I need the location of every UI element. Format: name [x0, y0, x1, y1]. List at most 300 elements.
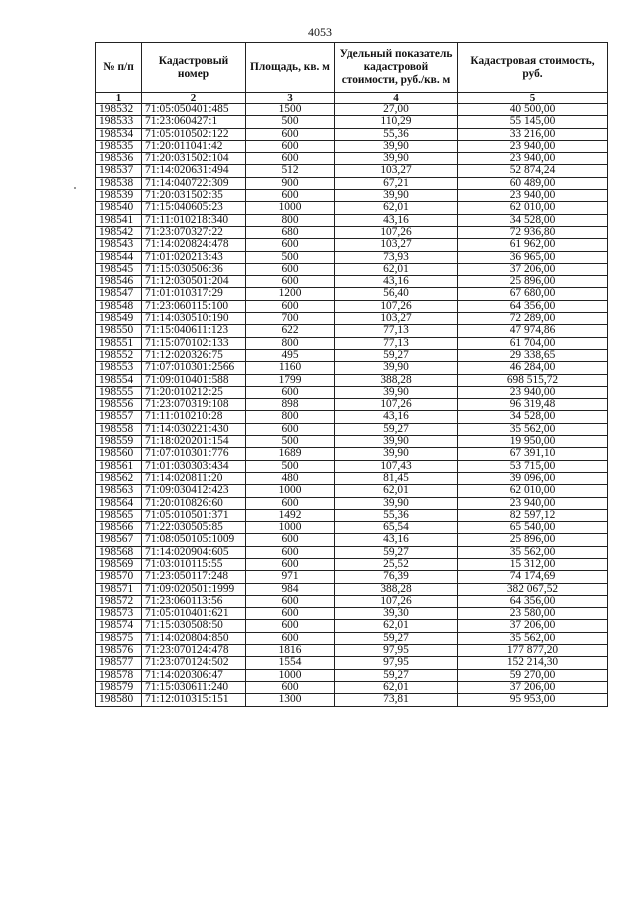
- table-row: [96, 362, 608, 374]
- table-row: [96, 337, 608, 349]
- column-number-row: [96, 93, 608, 104]
- table-row: [96, 522, 608, 534]
- area-cell: 680: [246, 226, 335, 238]
- unit-value-cell: 27,00: [335, 104, 458, 116]
- area-cell: 600: [246, 386, 335, 398]
- unit-value-cell: 43,16: [335, 276, 458, 288]
- area-cell: 600: [246, 546, 335, 558]
- table-row: [96, 386, 608, 398]
- table-row: [96, 190, 608, 202]
- unit-value-cell: 39,90: [335, 140, 458, 152]
- unit-value-cell: 39,90: [335, 497, 458, 509]
- cadastral-number-cell: 71:23:070319:108: [142, 399, 246, 411]
- cadastral-table: [95, 42, 608, 707]
- cadastral-cost-cell: 35 562,00: [458, 632, 608, 644]
- unit-value-cell: 107,26: [335, 595, 458, 607]
- table-row: [96, 448, 608, 460]
- unit-value-cell: 39,90: [335, 386, 458, 398]
- cadastral-number-cell: 71:12:010315:151: [142, 694, 246, 706]
- cadastral-cost-cell: 33 216,00: [458, 128, 608, 140]
- cadastral-number-cell: 71:05:010501:371: [142, 509, 246, 521]
- table-row: [96, 571, 608, 583]
- area-cell: 1799: [246, 374, 335, 386]
- unit-value-cell: 107,26: [335, 226, 458, 238]
- row-number-cell: 198571: [96, 583, 142, 595]
- cadastral-cost-cell: 67 680,00: [458, 288, 608, 300]
- cadastral-cost-cell: 74 174,69: [458, 571, 608, 583]
- cadastral-number-cell: 71:14:020824:478: [142, 239, 246, 251]
- header-row-number: № п/п: [96, 43, 142, 93]
- table-row: [96, 411, 608, 423]
- page-number: 4053: [308, 25, 332, 39]
- area-cell: 600: [246, 595, 335, 607]
- table-row: [96, 313, 608, 325]
- table-row: [96, 214, 608, 226]
- row-number-cell: 198546: [96, 276, 142, 288]
- area-cell: 1000: [246, 669, 335, 681]
- table-body: [96, 104, 608, 707]
- cadastral-number-cell: 71:23:060113:56: [142, 595, 246, 607]
- row-number-cell: 198573: [96, 608, 142, 620]
- unit-value-cell: 97,95: [335, 657, 458, 669]
- area-cell: 898: [246, 399, 335, 411]
- row-number-cell: 198568: [96, 546, 142, 558]
- row-number-cell: 198543: [96, 239, 142, 251]
- row-number-cell: 198574: [96, 620, 142, 632]
- area-cell: 700: [246, 313, 335, 325]
- cadastral-cost-cell: 67 391,10: [458, 448, 608, 460]
- row-number-cell: 198548: [96, 300, 142, 312]
- row-number-cell: 198544: [96, 251, 142, 263]
- unit-value-cell: 55,36: [335, 509, 458, 521]
- unit-value-cell: 62,01: [335, 202, 458, 214]
- unit-value-cell: 56,40: [335, 288, 458, 300]
- cadastral-number-cell: 71:18:020201:154: [142, 436, 246, 448]
- cadastral-cost-cell: 72 936,80: [458, 226, 608, 238]
- table-row: [96, 374, 608, 386]
- cadastral-cost-cell: 53 715,00: [458, 460, 608, 472]
- area-cell: 1300: [246, 694, 335, 706]
- cadastral-cost-cell: 55 145,00: [458, 116, 608, 128]
- row-number-cell: 198547: [96, 288, 142, 300]
- cadastral-number-cell: 71:11:010218:340: [142, 214, 246, 226]
- cadastral-cost-cell: 46 284,00: [458, 362, 608, 374]
- cadastral-number-cell: 71:08:050105:1009: [142, 534, 246, 546]
- area-cell: 800: [246, 337, 335, 349]
- unit-value-cell: 59,27: [335, 669, 458, 681]
- cadastral-cost-cell: 34 528,00: [458, 214, 608, 226]
- area-cell: 500: [246, 251, 335, 263]
- unit-value-cell: 62,01: [335, 485, 458, 497]
- area-cell: 500: [246, 460, 335, 472]
- cadastral-cost-cell: 95 953,00: [458, 694, 608, 706]
- cadastral-cost-cell: 29 338,65: [458, 349, 608, 361]
- cadastral-cost-cell: 35 562,00: [458, 546, 608, 558]
- table-row: [96, 509, 608, 521]
- area-cell: 600: [246, 300, 335, 312]
- row-number-cell: 198550: [96, 325, 142, 337]
- row-number-cell: 198576: [96, 645, 142, 657]
- header-cadastral-cost: Кадастровая стоимость, руб.: [458, 43, 608, 93]
- unit-value-cell: 62,01: [335, 681, 458, 693]
- cadastral-number-cell: 71:15:030611:240: [142, 681, 246, 693]
- table-row: [96, 558, 608, 570]
- cadastral-cost-cell: 698 515,72: [458, 374, 608, 386]
- row-number-cell: 198545: [96, 263, 142, 275]
- table-row: [96, 104, 608, 116]
- area-cell: 600: [246, 534, 335, 546]
- row-number-cell: 198533: [96, 116, 142, 128]
- cadastral-cost-cell: 382 067,52: [458, 583, 608, 595]
- cadastral-number-cell: 71:01:030303:434: [142, 460, 246, 472]
- table-row: [96, 325, 608, 337]
- area-cell: 500: [246, 116, 335, 128]
- cadastral-number-cell: 71:11:010210:28: [142, 411, 246, 423]
- table-row: [96, 645, 608, 657]
- unit-value-cell: 107,26: [335, 399, 458, 411]
- cadastral-number-cell: 71:03:010115:55: [142, 558, 246, 570]
- table-row: [96, 546, 608, 558]
- row-number-cell: 198557: [96, 411, 142, 423]
- unit-value-cell: 65,54: [335, 522, 458, 534]
- table-row: [96, 165, 608, 177]
- area-cell: 600: [246, 423, 335, 435]
- area-cell: 600: [246, 276, 335, 288]
- cadastral-cost-cell: 64 356,00: [458, 595, 608, 607]
- row-number-cell: 198555: [96, 386, 142, 398]
- row-number-cell: 198552: [96, 349, 142, 361]
- unit-value-cell: 39,90: [335, 448, 458, 460]
- row-number-cell: 198569: [96, 558, 142, 570]
- unit-value-cell: 77,13: [335, 325, 458, 337]
- cadastral-number-cell: 71:14:020904:605: [142, 546, 246, 558]
- cadastral-number-cell: 71:15:040611:123: [142, 325, 246, 337]
- unit-value-cell: 55,36: [335, 128, 458, 140]
- table-row: [96, 460, 608, 472]
- cadastral-cost-cell: 37 206,00: [458, 263, 608, 275]
- cadastral-number-cell: 71:15:040605:23: [142, 202, 246, 214]
- area-cell: 1816: [246, 645, 335, 657]
- cadastral-cost-cell: 82 597,12: [458, 509, 608, 521]
- cadastral-number-cell: 71:14:020804:850: [142, 632, 246, 644]
- column-number: 4: [335, 93, 458, 104]
- cadastral-number-cell: 71:23:060115:100: [142, 300, 246, 312]
- unit-value-cell: 59,27: [335, 632, 458, 644]
- table-row: [96, 436, 608, 448]
- unit-value-cell: 43,16: [335, 214, 458, 226]
- area-cell: 600: [246, 620, 335, 632]
- unit-value-cell: 107,43: [335, 460, 458, 472]
- area-cell: 1492: [246, 509, 335, 521]
- area-cell: 495: [246, 349, 335, 361]
- area-cell: 800: [246, 411, 335, 423]
- area-cell: 622: [246, 325, 335, 337]
- cadastral-cost-cell: 62 010,00: [458, 485, 608, 497]
- area-cell: 600: [246, 190, 335, 202]
- cadastral-number-cell: 71:01:020213:43: [142, 251, 246, 263]
- unit-value-cell: 39,30: [335, 608, 458, 620]
- unit-value-cell: 39,90: [335, 362, 458, 374]
- cadastral-cost-cell: 59 270,00: [458, 669, 608, 681]
- cadastral-number-cell: 71:14:020631:494: [142, 165, 246, 177]
- header-unit-value: Удельный показатель кадастровой стоимости, руб./кв. м: [335, 43, 458, 93]
- row-number-cell: 198572: [96, 595, 142, 607]
- cadastral-number-cell: 71:12:020326:75: [142, 349, 246, 361]
- cadastral-number-cell: 71:20:031502:104: [142, 153, 246, 165]
- unit-value-cell: 388,28: [335, 374, 458, 386]
- table-row: [96, 681, 608, 693]
- cadastral-cost-cell: 72 289,00: [458, 313, 608, 325]
- cadastral-cost-cell: 23 940,00: [458, 190, 608, 202]
- row-number-cell: 198538: [96, 177, 142, 189]
- cadastral-number-cell: 71:14:030221:430: [142, 423, 246, 435]
- area-cell: 480: [246, 472, 335, 484]
- row-number-cell: 198577: [96, 657, 142, 669]
- area-cell: 1160: [246, 362, 335, 374]
- area-cell: 600: [246, 239, 335, 251]
- cadastral-number-cell: 71:22:030505:85: [142, 522, 246, 534]
- unit-value-cell: 62,01: [335, 620, 458, 632]
- table-row: [96, 534, 608, 546]
- cadastral-number-cell: 71:09:010401:588: [142, 374, 246, 386]
- cadastral-number-cell: 71:14:030510:190: [142, 313, 246, 325]
- table-row: [96, 239, 608, 251]
- row-number-cell: 198553: [96, 362, 142, 374]
- cadastral-number-cell: 71:14:020811:20: [142, 472, 246, 484]
- row-number-cell: 198556: [96, 399, 142, 411]
- table-row: [96, 349, 608, 361]
- area-cell: 600: [246, 681, 335, 693]
- row-number-cell: 198559: [96, 436, 142, 448]
- row-number-cell: 198536: [96, 153, 142, 165]
- row-number-cell: 198542: [96, 226, 142, 238]
- table-row: [96, 472, 608, 484]
- cadastral-number-cell: 71:15:070102:133: [142, 337, 246, 349]
- cadastral-cost-cell: 25 896,00: [458, 276, 608, 288]
- row-number-cell: 198551: [96, 337, 142, 349]
- row-number-cell: 198579: [96, 681, 142, 693]
- unit-value-cell: 43,16: [335, 534, 458, 546]
- cadastral-cost-cell: 65 540,00: [458, 522, 608, 534]
- cadastral-cost-cell: 35 562,00: [458, 423, 608, 435]
- row-number-cell: 198565: [96, 509, 142, 521]
- cadastral-number-cell: 71:09:020501:1999: [142, 583, 246, 595]
- row-number-cell: 198564: [96, 497, 142, 509]
- row-number-cell: 198560: [96, 448, 142, 460]
- row-number-cell: 198567: [96, 534, 142, 546]
- cadastral-cost-cell: 96 319,48: [458, 399, 608, 411]
- cadastral-number-cell: 71:23:060427:1: [142, 116, 246, 128]
- cadastral-number-cell: 71:05:050401:485: [142, 104, 246, 116]
- unit-value-cell: 103,27: [335, 239, 458, 251]
- cadastral-cost-cell: 19 950,00: [458, 436, 608, 448]
- cadastral-number-cell: 71:23:070327:22: [142, 226, 246, 238]
- unit-value-cell: 388,28: [335, 583, 458, 595]
- area-cell: 971: [246, 571, 335, 583]
- row-number-cell: 198561: [96, 460, 142, 472]
- table-row: [96, 300, 608, 312]
- row-number-cell: 198534: [96, 128, 142, 140]
- cadastral-number-cell: 71:23:070124:478: [142, 645, 246, 657]
- table-row: [96, 399, 608, 411]
- row-number-cell: 198566: [96, 522, 142, 534]
- table-row: [96, 657, 608, 669]
- area-cell: 1200: [246, 288, 335, 300]
- table-row: [96, 276, 608, 288]
- area-cell: 900: [246, 177, 335, 189]
- cadastral-number-cell: 71:15:030508:50: [142, 620, 246, 632]
- table-row: [96, 202, 608, 214]
- area-cell: 984: [246, 583, 335, 595]
- table-row: [96, 669, 608, 681]
- row-number-cell: 198563: [96, 485, 142, 497]
- column-number: 1: [96, 93, 142, 104]
- cadastral-number-cell: 71:20:010826:60: [142, 497, 246, 509]
- cadastral-cost-cell: 37 206,00: [458, 620, 608, 632]
- table-row: [96, 485, 608, 497]
- table-row: [96, 583, 608, 595]
- unit-value-cell: 73,81: [335, 694, 458, 706]
- table-row: [96, 140, 608, 152]
- cadastral-number-cell: 71:07:010301:2566: [142, 362, 246, 374]
- table-row: [96, 177, 608, 189]
- column-number: 3: [246, 93, 335, 104]
- unit-value-cell: 39,90: [335, 436, 458, 448]
- area-cell: 600: [246, 153, 335, 165]
- unit-value-cell: 77,13: [335, 337, 458, 349]
- table-row: [96, 263, 608, 275]
- unit-value-cell: 97,95: [335, 645, 458, 657]
- column-number: 2: [142, 93, 246, 104]
- cadastral-cost-cell: 177 877,20: [458, 645, 608, 657]
- cadastral-cost-cell: 61 704,00: [458, 337, 608, 349]
- area-cell: 600: [246, 632, 335, 644]
- cadastral-number-cell: 71:20:031502:35: [142, 190, 246, 202]
- row-number-cell: 198549: [96, 313, 142, 325]
- unit-value-cell: 103,27: [335, 313, 458, 325]
- cadastral-cost-cell: 61 962,00: [458, 239, 608, 251]
- table-row: [96, 608, 608, 620]
- row-number-cell: 198570: [96, 571, 142, 583]
- area-cell: 600: [246, 558, 335, 570]
- unit-value-cell: 67,21: [335, 177, 458, 189]
- area-cell: 1500: [246, 104, 335, 116]
- row-number-cell: 198562: [96, 472, 142, 484]
- area-cell: 600: [246, 128, 335, 140]
- cadastral-cost-cell: 25 896,00: [458, 534, 608, 546]
- cadastral-cost-cell: 23 940,00: [458, 140, 608, 152]
- row-number-cell: 198541: [96, 214, 142, 226]
- table-row: [96, 128, 608, 140]
- unit-value-cell: 39,90: [335, 190, 458, 202]
- cadastral-cost-cell: 23 940,00: [458, 497, 608, 509]
- cadastral-cost-cell: 36 965,00: [458, 251, 608, 263]
- area-cell: 500: [246, 436, 335, 448]
- cadastral-number-cell: 71:23:070124:502: [142, 657, 246, 669]
- unit-value-cell: 103,27: [335, 165, 458, 177]
- cadastral-cost-cell: 23 580,00: [458, 608, 608, 620]
- cadastral-cost-cell: 47 974,86: [458, 325, 608, 337]
- cadastral-cost-cell: 23 940,00: [458, 153, 608, 165]
- table-row: [96, 116, 608, 128]
- unit-value-cell: 25,52: [335, 558, 458, 570]
- cadastral-number-cell: 71:05:010401:621: [142, 608, 246, 620]
- cadastral-cost-cell: 152 214,30: [458, 657, 608, 669]
- cadastral-number-cell: 71:07:010301:776: [142, 448, 246, 460]
- unit-value-cell: 73,93: [335, 251, 458, 263]
- column-number: 5: [458, 93, 608, 104]
- header-cadastral-number: Кадастровый номер: [142, 43, 246, 93]
- cadastral-number-cell: 71:14:020306:47: [142, 669, 246, 681]
- unit-value-cell: 59,27: [335, 546, 458, 558]
- table-header-row: [96, 43, 608, 93]
- table-row: [96, 423, 608, 435]
- unit-value-cell: 59,27: [335, 423, 458, 435]
- area-cell: 1000: [246, 202, 335, 214]
- area-cell: 1689: [246, 448, 335, 460]
- cadastral-cost-cell: 62 010,00: [458, 202, 608, 214]
- row-number-cell: 198537: [96, 165, 142, 177]
- cadastral-number-cell: 71:09:030412:423: [142, 485, 246, 497]
- area-cell: 1554: [246, 657, 335, 669]
- unit-value-cell: 76,39: [335, 571, 458, 583]
- table-row: [96, 288, 608, 300]
- cadastral-number-cell: 71:12:030501:204: [142, 276, 246, 288]
- table-row: [96, 251, 608, 263]
- row-number-cell: 198532: [96, 104, 142, 116]
- cadastral-number-cell: 71:23:050117:248: [142, 571, 246, 583]
- cadastral-cost-cell: 37 206,00: [458, 681, 608, 693]
- cadastral-cost-cell: 60 489,00: [458, 177, 608, 189]
- cadastral-number-cell: 71:05:010502:122: [142, 128, 246, 140]
- area-cell: 1000: [246, 522, 335, 534]
- cadastral-cost-cell: 34 528,00: [458, 411, 608, 423]
- cadastral-cost-cell: 40 500,00: [458, 104, 608, 116]
- cadastral-cost-cell: 64 356,00: [458, 300, 608, 312]
- row-number-cell: 198540: [96, 202, 142, 214]
- cadastral-cost-cell: 23 940,00: [458, 386, 608, 398]
- unit-value-cell: 59,27: [335, 349, 458, 361]
- unit-value-cell: 107,26: [335, 300, 458, 312]
- area-cell: 1000: [246, 485, 335, 497]
- cadastral-number-cell: 71:20:011041:42: [142, 140, 246, 152]
- row-number-cell: 198580: [96, 694, 142, 706]
- cadastral-number-cell: 71:15:030506:36: [142, 263, 246, 275]
- row-number-cell: 198558: [96, 423, 142, 435]
- unit-value-cell: 43,16: [335, 411, 458, 423]
- cadastral-number-cell: 71:14:040722:309: [142, 177, 246, 189]
- table-row: [96, 497, 608, 509]
- row-number-cell: 198554: [96, 374, 142, 386]
- cadastral-number-cell: 71:01:010317:29: [142, 288, 246, 300]
- area-cell: 600: [246, 608, 335, 620]
- scan-dot: [74, 187, 76, 189]
- area-cell: 512: [246, 165, 335, 177]
- unit-value-cell: 62,01: [335, 263, 458, 275]
- area-cell: 600: [246, 263, 335, 275]
- area-cell: 800: [246, 214, 335, 226]
- table-row: [96, 620, 608, 632]
- table-row: [96, 153, 608, 165]
- unit-value-cell: 39,90: [335, 153, 458, 165]
- table-row: [96, 226, 608, 238]
- row-number-cell: 198535: [96, 140, 142, 152]
- table-row: [96, 632, 608, 644]
- table-row: [96, 595, 608, 607]
- cadastral-cost-cell: 39 096,00: [458, 472, 608, 484]
- table-row: [96, 694, 608, 706]
- cadastral-cost-cell: 52 874,24: [458, 165, 608, 177]
